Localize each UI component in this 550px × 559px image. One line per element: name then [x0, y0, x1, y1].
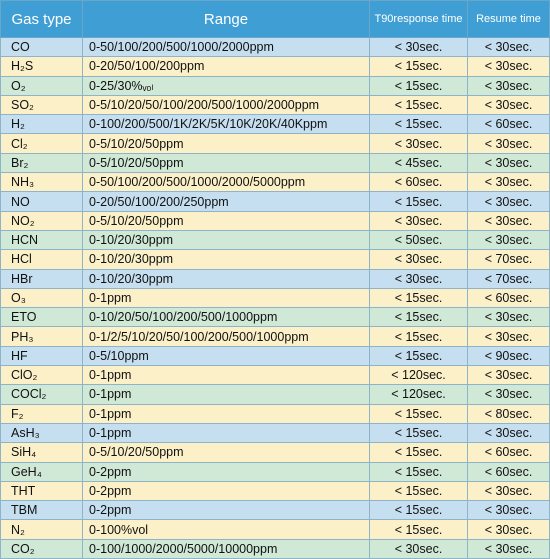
- table-row: [1, 211, 550, 230]
- range-cell: 0-1ppm: [83, 385, 370, 404]
- resume-time-cell: < 60sec.: [468, 115, 550, 134]
- table-row: [1, 539, 550, 558]
- header-gas-type: Gas type: [1, 1, 83, 38]
- gas-type-cell: SO₂: [1, 95, 83, 114]
- gas-type-cell: GeH₄: [1, 462, 83, 481]
- range-cell: 0-2ppm: [83, 462, 370, 481]
- gas-type-cell: NO: [1, 192, 83, 211]
- gas-type-cell: Cl₂: [1, 134, 83, 153]
- t90-response-time-cell: < 30sec.: [370, 269, 468, 288]
- resume-time-cell: < 30sec.: [468, 76, 550, 95]
- t90-response-time-cell: < 15sec.: [370, 404, 468, 423]
- gas-type-cell: CO: [1, 38, 83, 57]
- t90-response-time-cell: < 15sec.: [370, 57, 468, 76]
- t90-response-time-cell: < 15sec.: [370, 462, 468, 481]
- t90-response-time-cell: < 15sec.: [370, 481, 468, 500]
- gas-type-cell: THT: [1, 481, 83, 500]
- range-cell: 0-5/10/20/50ppm: [83, 211, 370, 230]
- header-t90-response-time: T90response time: [370, 1, 468, 38]
- resume-time-cell: < 30sec.: [468, 95, 550, 114]
- range-cell: 0-100/1000/2000/5000/10000ppm: [83, 539, 370, 558]
- t90-response-time-cell: < 15sec.: [370, 423, 468, 442]
- gas-type-cell: O₂: [1, 76, 83, 95]
- gas-type-cell: Br₂: [1, 153, 83, 172]
- gas-type-cell: NO₂: [1, 211, 83, 230]
- resume-time-cell: < 30sec.: [468, 423, 550, 442]
- t90-response-time-cell: < 15sec.: [370, 520, 468, 539]
- resume-time-cell: < 60sec.: [468, 443, 550, 462]
- table-row: [1, 57, 550, 76]
- range-cell: 0-2ppm: [83, 481, 370, 500]
- table-row: [1, 385, 550, 404]
- table-row: [1, 95, 550, 114]
- header-resume-time: Resume time: [468, 1, 550, 38]
- resume-time-cell: < 30sec.: [468, 38, 550, 57]
- range-cell: 0-2ppm: [83, 501, 370, 520]
- table-row: [1, 308, 550, 327]
- gas-type-cell: O₃: [1, 288, 83, 307]
- t90-response-time-cell: < 30sec.: [370, 211, 468, 230]
- table-row: [1, 443, 550, 462]
- t90-response-time-cell: < 15sec.: [370, 115, 468, 134]
- resume-time-cell: < 70sec.: [468, 250, 550, 269]
- gas-type-cell: F₂: [1, 404, 83, 423]
- table-row: [1, 481, 550, 500]
- t90-response-time-cell: < 60sec.: [370, 173, 468, 192]
- gas-type-cell: AsH₃: [1, 423, 83, 442]
- gas-type-cell: H₂: [1, 115, 83, 134]
- range-cell: 0-1ppm: [83, 366, 370, 385]
- range-cell: 0-25/30%ᵥₒₗ: [83, 76, 370, 95]
- resume-time-cell: < 30sec.: [468, 57, 550, 76]
- resume-time-cell: < 30sec.: [468, 501, 550, 520]
- gas-type-cell: ETO: [1, 308, 83, 327]
- table-body: [1, 38, 550, 559]
- resume-time-cell: < 30sec.: [468, 134, 550, 153]
- t90-response-time-cell: < 120sec.: [370, 385, 468, 404]
- range-cell: 0-20/50/100/200ppm: [83, 57, 370, 76]
- resume-time-cell: < 70sec.: [468, 269, 550, 288]
- resume-time-cell: < 30sec.: [468, 192, 550, 211]
- gas-type-cell: PH₃: [1, 327, 83, 346]
- range-cell: 0-100/200/500/1K/2K/5K/10K/20K/40Kppm: [83, 115, 370, 134]
- table-row: [1, 192, 550, 211]
- resume-time-cell: < 30sec.: [468, 230, 550, 249]
- table-row: [1, 153, 550, 172]
- resume-time-cell: < 30sec.: [468, 211, 550, 230]
- range-cell: 0-20/50/100/200/250ppm: [83, 192, 370, 211]
- gas-type-cell: N₂: [1, 520, 83, 539]
- range-cell: 0-10/20/30ppm: [83, 269, 370, 288]
- t90-response-time-cell: < 30sec.: [370, 38, 468, 57]
- table-row: [1, 501, 550, 520]
- t90-response-time-cell: < 15sec.: [370, 327, 468, 346]
- t90-response-time-cell: < 15sec.: [370, 443, 468, 462]
- t90-response-time-cell: < 15sec.: [370, 192, 468, 211]
- gas-type-cell: SiH₄: [1, 443, 83, 462]
- resume-time-cell: < 30sec.: [468, 520, 550, 539]
- range-cell: 0-10/20/50/100/200/500/1000ppm: [83, 308, 370, 327]
- range-cell: 0-50/100/200/500/1000/2000/5000ppm: [83, 173, 370, 192]
- table-row: [1, 76, 550, 95]
- t90-response-time-cell: < 15sec.: [370, 288, 468, 307]
- range-cell: 0-10/20/30ppm: [83, 250, 370, 269]
- table-row: [1, 404, 550, 423]
- resume-time-cell: < 90sec.: [468, 346, 550, 365]
- table-header-row: [1, 1, 550, 38]
- range-cell: 0-1ppm: [83, 423, 370, 442]
- gas-type-cell: NH₃: [1, 173, 83, 192]
- t90-response-time-cell: < 15sec.: [370, 346, 468, 365]
- table-row: [1, 250, 550, 269]
- range-cell: 0-5/10/20/50ppm: [83, 443, 370, 462]
- gas-type-cell: H₂S: [1, 57, 83, 76]
- gas-type-cell: HCN: [1, 230, 83, 249]
- table-row: [1, 462, 550, 481]
- t90-response-time-cell: < 30sec.: [370, 539, 468, 558]
- resume-time-cell: < 30sec.: [468, 385, 550, 404]
- t90-response-time-cell: < 15sec.: [370, 308, 468, 327]
- t90-response-time-cell: < 120sec.: [370, 366, 468, 385]
- t90-response-time-cell: < 30sec.: [370, 134, 468, 153]
- table-row: [1, 173, 550, 192]
- resume-time-cell: < 30sec.: [468, 481, 550, 500]
- resume-time-cell: < 30sec.: [468, 366, 550, 385]
- resume-time-cell: < 30sec.: [468, 153, 550, 172]
- range-cell: 0-10/20/30ppm: [83, 230, 370, 249]
- table-row: [1, 269, 550, 288]
- table-row: [1, 288, 550, 307]
- table-row: [1, 38, 550, 57]
- range-cell: 0-1ppm: [83, 404, 370, 423]
- range-cell: 0-100%vol: [83, 520, 370, 539]
- range-cell: 0-1ppm: [83, 288, 370, 307]
- gas-type-cell: COCl₂: [1, 385, 83, 404]
- table-row: [1, 115, 550, 134]
- t90-response-time-cell: < 15sec.: [370, 501, 468, 520]
- gas-type-cell: TBM: [1, 501, 83, 520]
- table-row: [1, 327, 550, 346]
- range-cell: 0-5/10/20/50/100/200/500/1000/2000ppm: [83, 95, 370, 114]
- resume-time-cell: < 60sec.: [468, 288, 550, 307]
- gas-type-cell: HBr: [1, 269, 83, 288]
- table-row: [1, 520, 550, 539]
- range-cell: 0-50/100/200/500/1000/2000ppm: [83, 38, 370, 57]
- resume-time-cell: < 30sec.: [468, 173, 550, 192]
- table-row: [1, 134, 550, 153]
- resume-time-cell: < 30sec.: [468, 308, 550, 327]
- gas-type-cell: HF: [1, 346, 83, 365]
- table-row: [1, 346, 550, 365]
- t90-response-time-cell: < 15sec.: [370, 95, 468, 114]
- range-cell: 0-5/10ppm: [83, 346, 370, 365]
- t90-response-time-cell: < 30sec.: [370, 250, 468, 269]
- resume-time-cell: < 60sec.: [468, 462, 550, 481]
- resume-time-cell: < 30sec.: [468, 539, 550, 558]
- range-cell: 0-5/10/20/50ppm: [83, 153, 370, 172]
- gas-type-cell: CO₂: [1, 539, 83, 558]
- table-row: [1, 423, 550, 442]
- t90-response-time-cell: < 15sec.: [370, 76, 468, 95]
- t90-response-time-cell: < 50sec.: [370, 230, 468, 249]
- range-cell: 0-5/10/20/50ppm: [83, 134, 370, 153]
- resume-time-cell: < 80sec.: [468, 404, 550, 423]
- gas-type-cell: ClO₂: [1, 366, 83, 385]
- resume-time-cell: < 30sec.: [468, 327, 550, 346]
- table-row: [1, 230, 550, 249]
- range-cell: 0-1/2/5/10/20/50/100/200/500/1000ppm: [83, 327, 370, 346]
- header-range: Range: [83, 1, 370, 38]
- t90-response-time-cell: < 45sec.: [370, 153, 468, 172]
- gas-type-cell: HCl: [1, 250, 83, 269]
- table-row: [1, 366, 550, 385]
